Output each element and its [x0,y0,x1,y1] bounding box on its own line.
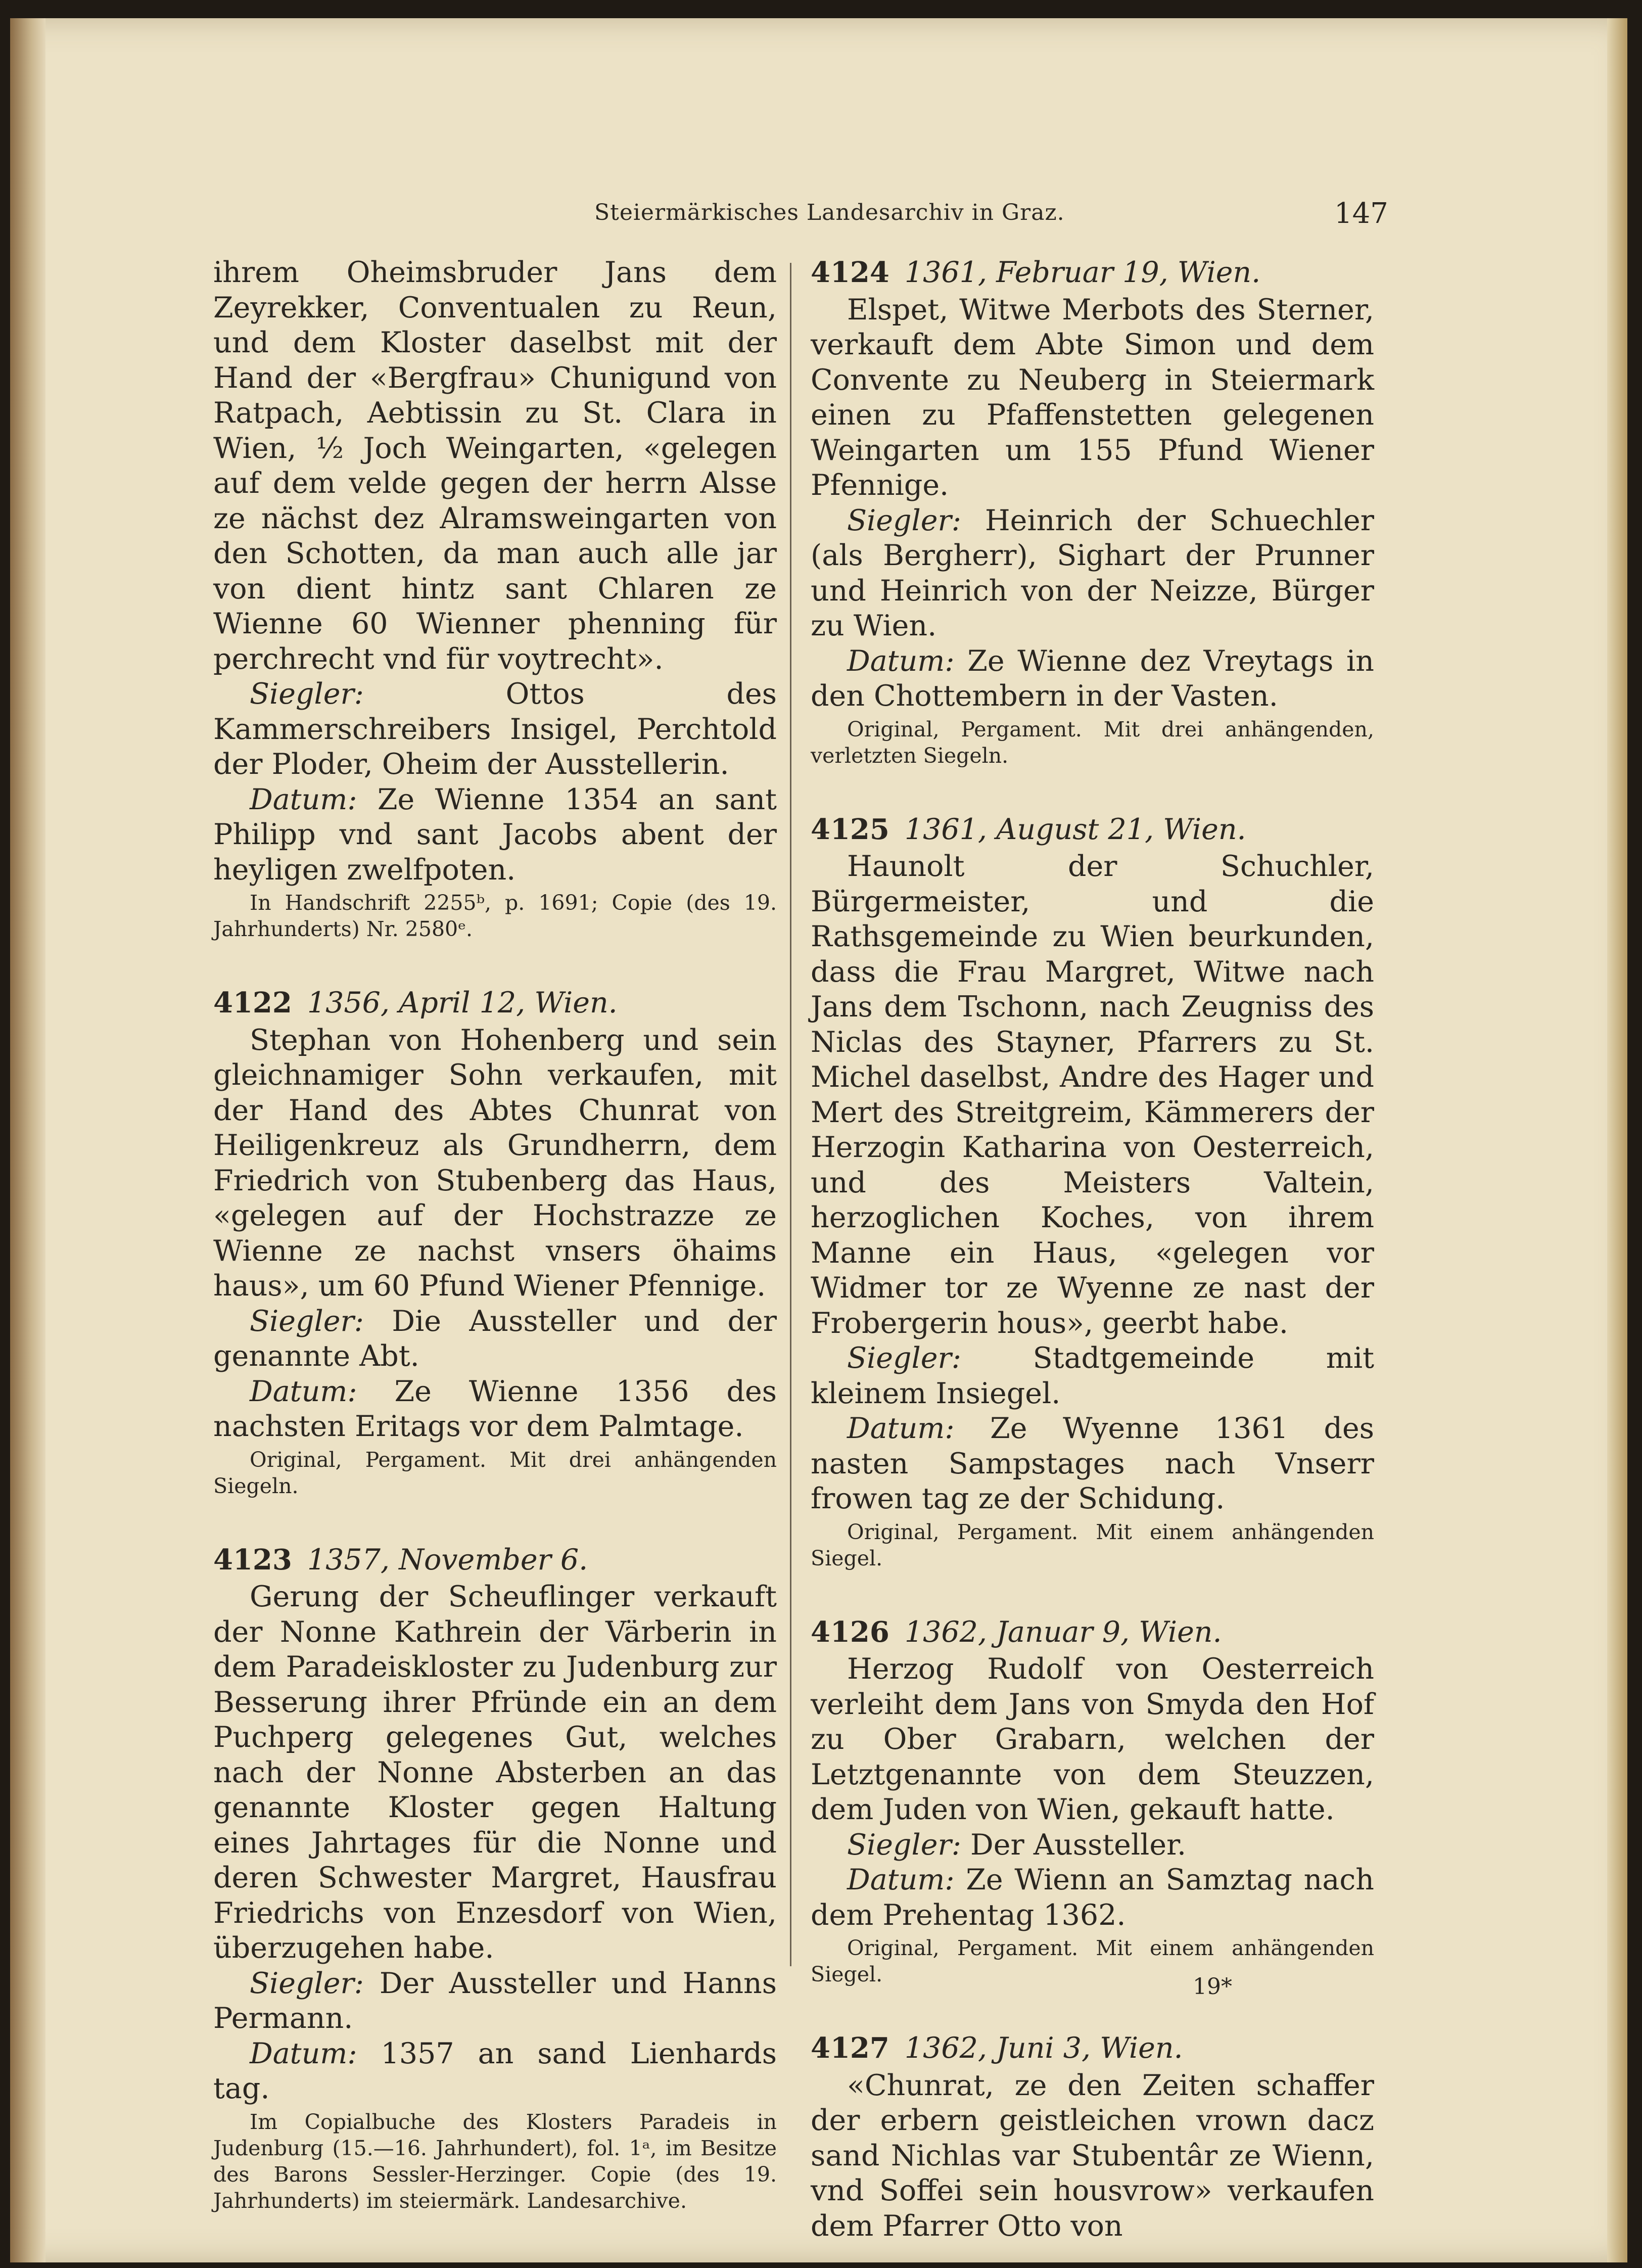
entry-header [811,1615,1374,1650]
siegler-text: Ottos des Kammerschreibers Insigel, Perchtold der Ploder, Oheim der Ausstellerin. [213,677,777,781]
page-edge [1607,18,1627,2262]
datum-label: Datum: [250,782,357,816]
entry-4122 [213,986,777,1499]
datum-text: Ze Wienn an Samztag nach dem Prehentag 1362. [811,1863,1374,1932]
entry-date: 1362, Januar 9, Wien. [904,1615,1222,1649]
entry-header [811,812,1374,848]
running-head: Steiermärkisches Landesarchiv in Graz. [594,200,1065,225]
source-note: Original, Pergament. Mit einem anhängenden Siegel. [811,1936,1374,1986]
datum-line [811,644,1374,714]
page-number: 147 [1334,197,1388,230]
siegler-line [811,1341,1374,1411]
entry-text: Haunolt der Schuchler, Bürgermeister, und die Rathsgemeinde zu Wien beurkunden, dass die Frau Margret, Witwe nach Jans dem Tschonn, nach Zeugniss des Niclas des Stayner, Pfarrers zu St. Michel daselbst, Andre des Hager und Mert des Streitgreim, Kämmerers der Herzogin Katharina von Oesterreich, und des Meisters Valtein, herzoglichen Koches, von ihrem Manne ein Haus, «gelegen vor Widmer tor ze Wyenne ze nast der Frobergerin hous», geerbt habe. [811,850,1374,1340]
siegler-text: Stadtgemeinde mit kleinem Insiegel. [811,1341,1374,1410]
entry-4123 [213,1543,777,2214]
datum-line [811,1863,1374,1933]
entry-number: 4124 [811,256,889,289]
siegler-label: Siegler: [847,1341,961,1375]
siegler-text: Die Aussteller und der genannte Abt. [213,1304,777,1373]
datum-line [811,1411,1374,1517]
datum-label: Datum: [847,1863,955,1896]
datum-text: Ze Wienne dez Vreytags in den Chottembern in der Vasten. [811,644,1374,713]
source-note: In Handschrift 2255ᵇ, p. 1691; Copie (des 19. Jahrhunderts) Nr. 2580ᵉ. [213,891,777,941]
entry-number: 4126 [811,1615,889,1649]
entry-date: 1361, Februar 19, Wien. [904,256,1261,289]
entry-4126 [811,1615,1374,1988]
entry-4127 [811,2031,1374,2244]
entry-number: 4127 [811,2031,889,2065]
entry-4124 [811,255,1374,769]
datum-text: Ze Wienne 1354 an sant Philipp vnd sant Jacobs abent der heyligen zwelfpoten. [213,782,777,887]
siegler-label: Siegler: [847,503,961,537]
entry-header [213,1543,777,1578]
siegler-text: Heinrich der Schuechler (als Bergherr), Sighart der Prunner und Heinrich von der Neizze, Bürger zu Wien. [811,503,1374,642]
right-column [811,255,1374,2244]
entry-number: 4122 [213,986,292,1020]
siegler-line [811,1828,1374,1863]
datum-label: Datum: [847,644,955,678]
continuation-text: ihrem Oheimsbruder Jans dem Zeyrekker, Conventualen zu Reun, und dem Kloster daselbst mit der Hand der «Bergfrau» Chunigund von Ratpach, Aebtissin zu St. Clara in Wien, ½ Joch Weingarten, «gelegen auf dem velde gegen der herrn Alsse ze nächst dez Alramsweingarten von den Schotten, da man auch alle jar von dient hintz sant Chlaren ze Wienne 60 Wienner phenning für perchrecht vnd für voytrecht». [213,256,777,676]
entry-date: 1357, November 6. [307,1543,588,1577]
entry-date: 1361, August 21, Wien. [904,812,1246,846]
siegler-line [213,677,777,782]
entry-number: 4123 [213,1543,292,1577]
entry-date: 1356, April 12, Wien. [307,986,618,1020]
datum-line [213,2036,777,2107]
entry-header [811,255,1374,291]
siegler-label: Siegler: [250,1304,364,1338]
datum-line [213,1374,777,1445]
entry-number: 4125 [811,812,889,846]
siegler-line [213,1966,777,2036]
entry-date: 1362, Juni 3, Wien. [904,2031,1183,2065]
datum-text: 1357 an sand Lienhards tag. [213,2036,777,2105]
siegler-label: Siegler: [847,1828,961,1862]
siegler-label: Siegler: [250,677,364,711]
siegler-text: Der Aussteller. [970,1828,1187,1862]
source-note: Original, Pergament. Mit drei anhängenden, verletzten Siegeln. [811,717,1374,768]
siegler-label: Siegler: [250,1966,364,2000]
entry-text: «Chunrat, ze den Zeiten schaffer der erbern geistleichen vrown dacz sand Nichlas var Stubentâr ze Wienn, vnd Soffei sein housvrow» verkaufen dem Pfarrer Otto von [811,2068,1374,2243]
source-note: Im Copialbuche des Klosters Paradeis in Judenburg (15.—16. Jahrhundert), fol. 1ᵃ, im Besitze des Barons Sessler-Herzinger. Copie (des 19. Jahrhunderts) im steiermärk. Landesarchive. [213,2109,777,2213]
siegler-line [811,503,1374,644]
entry-header [213,986,777,1021]
entry-text: Elspet, Witwe Merbots des Sterner, verkauft dem Abte Simon und dem Convente zu Neuberg in Steiermark einen zu Pfaffenstetten gelegenen Weingarten um 155 Pfund Wiener Pfennige. [811,293,1374,502]
column-divider [790,263,791,1966]
left-column [213,255,777,2214]
datum-label: Datum: [847,1412,955,1445]
datum-text: Ze Wyenne 1361 des nasten Sampstages nach Vnserr frowen tag ze der Schidung. [811,1412,1374,1515]
signature-mark: 19* [1193,1974,1232,2000]
siegler-text: Der Aussteller und Hanns Permann. [213,1966,777,2035]
entry-4125 [811,812,1374,1571]
siegler-line [213,1304,777,1374]
datum-line [213,782,777,888]
entry-text: Herzog Rudolf von Oesterreich verleiht dem Jans von Smyda den Hof zu Ober Grabarn, welchen der Letztgenannte von dem Steuzzen, dem Juden von Wien, gekauft hatte. [811,1652,1374,1826]
entry-header [811,2031,1374,2066]
source-note: Original, Pergament. Mit einem anhängenden Siegel. [811,1519,1374,1570]
datum-label: Datum: [250,1374,357,1408]
datum-text: Ze Wienne 1356 des nachsten Eritags vor dem Palmtage. [213,1374,777,1443]
entry-text: Stephan von Hohenberg und sein gleichnamiger Sohn verkaufen, mit der Hand des Abtes Chunrat von Heiligenkreuz als Grundherrn, dem Friedrich von Stubenberg das Haus, «gelegen auf der Hochstrazze ze Wienne ze nachst vnsers öhaims haus», um 60 Pfund Wiener Pfennige. [213,1023,777,1303]
datum-label: Datum: [250,2036,357,2070]
book-spine-shadow [10,18,45,2262]
entry-text: Gerung der Scheuflinger verkauft der Nonne Kathrein der Värberin in dem Paradeiskloster zu Judenburg zur Besserung ihrer Pfründe ein an dem Puchperg gelegenes Gut, welches nach der Nonne Absterben an das genannte Kloster gegen Haltung eines Jahrtages für die Nonne und deren Schwester Margret, Hausfrau Friedrichs von Enzesdorf von Wien, überzugehen habe. [213,1580,777,1965]
source-note: Original, Pergament. Mit drei anhängenden Siegeln. [213,1447,777,1498]
